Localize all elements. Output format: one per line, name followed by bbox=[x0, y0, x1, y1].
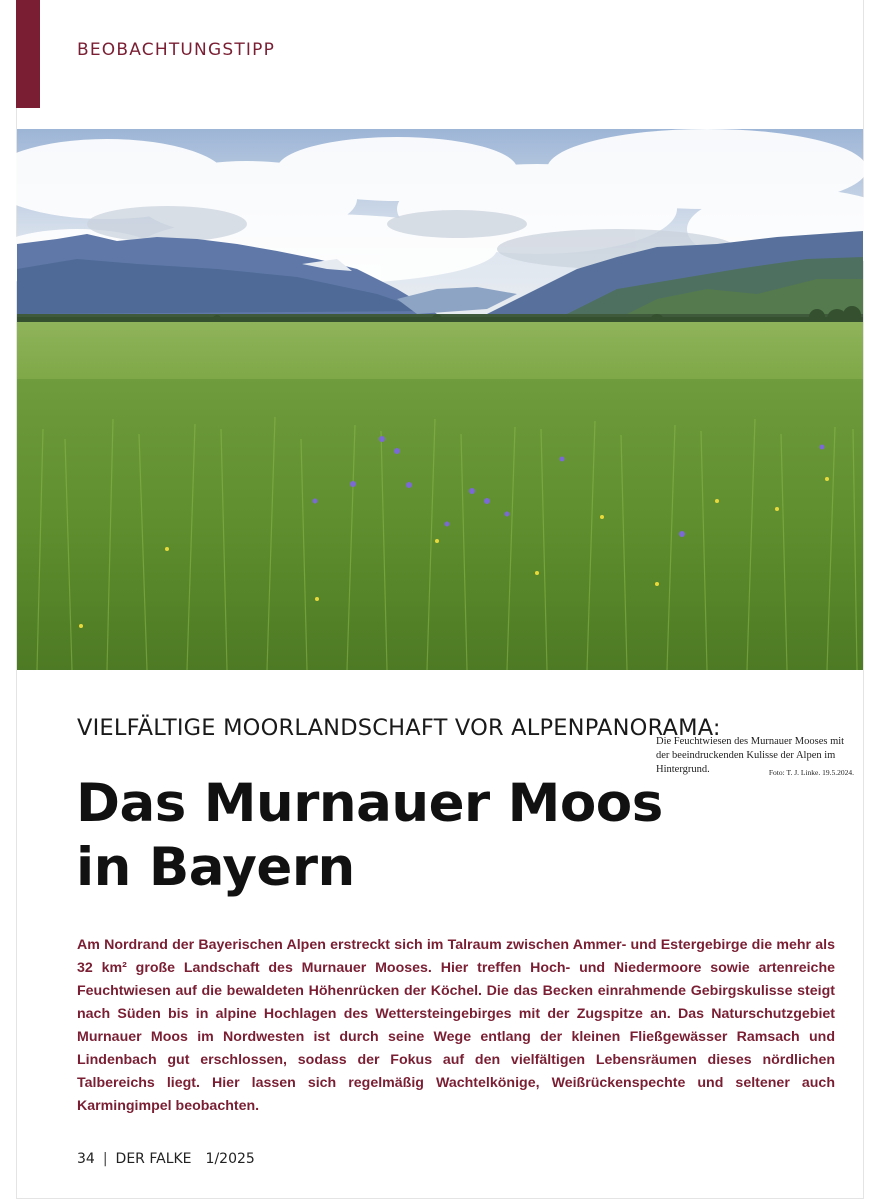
article-lead: Am Nordrand der Bayerischen Alpen erstreckt sich im Talraum zwischen Ammer- und Estergebirge die mehr als 32 km² große Landschaft des Murnauer Mooses. Hier treffen Hoch- und Niedermoore sowie artenreiche Feuchtwiesen auf die bewaldeten Höhenrücken der Köchel. Die das Becken einrahmende Gebirgskulisse steigt nach Süden bis in alpine Hochlagen des Wettersteingebirges mit der Zugspitze an. Das Naturschutzgebiet Murnauer Moos im Nordwesten ist durch seine Wege entlang der kleinen Fließgewässer Ramsach und Lindenbach gut erschlossen, sodass der Fokus auf den vielfältigen Lebensräumen dieses nördlichen Talbereichs liegt. Hier lassen sich regelmäßig Wachtelkönige, Weißrückenspechte und seltener auch Karmingimpel beobachten. bbox=[77, 937, 835, 1114]
caption-credit: Foto: T. J. Linke. 19.5.2024. bbox=[768, 768, 854, 777]
section-accent-bar bbox=[16, 0, 40, 108]
footer-separator: | bbox=[102, 1151, 108, 1167]
section-label: BEOBACHTUNGSTIPP bbox=[77, 40, 276, 60]
article-kicker: VIELFÄLTIGE MOORLANDSCHAFT VOR ALPENPANORAMA: bbox=[77, 715, 721, 741]
page-footer bbox=[77, 1151, 255, 1167]
caption-text: Die Feuchtwiesen des Murnauer Mooses mit der beeindruckenden Kulisse der Alpen im Hintergrund. bbox=[656, 736, 845, 775]
article-title bbox=[76, 772, 836, 900]
article-title-line-1: Das Murnauer Moos bbox=[76, 773, 663, 834]
issue-number: 1/2025 bbox=[205, 1151, 255, 1167]
article-title-line-2: in Bayern bbox=[76, 837, 355, 898]
magazine-name: DER FALKE bbox=[115, 1151, 192, 1167]
page-number: 34 bbox=[77, 1151, 95, 1167]
